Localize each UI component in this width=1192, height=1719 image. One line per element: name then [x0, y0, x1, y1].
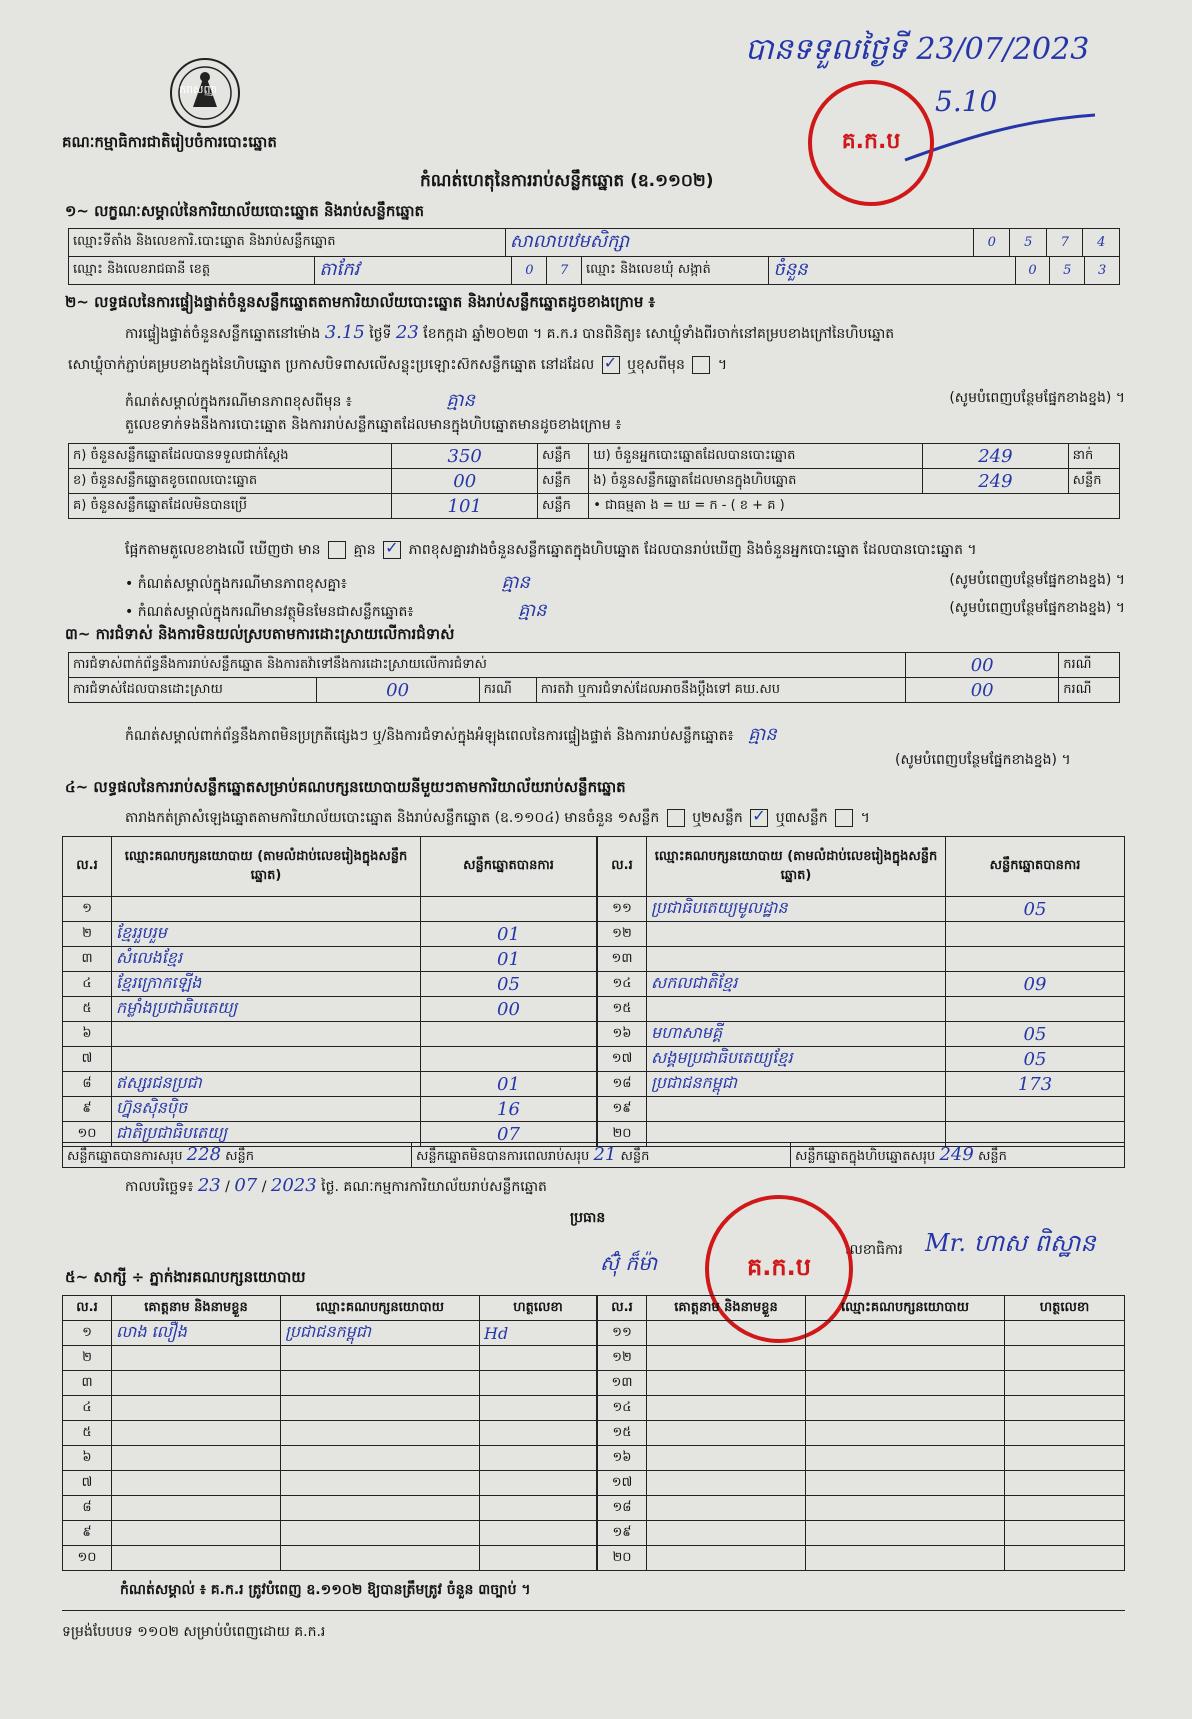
cell-no: ១០: [63, 1122, 112, 1147]
cell-party: [806, 1496, 1005, 1521]
table-row: [598, 1072, 1125, 1097]
cell-votes: 01: [421, 922, 597, 947]
cell-no: ១១: [598, 897, 647, 922]
cell-name: [647, 1446, 806, 1471]
table-row: [598, 1047, 1125, 1072]
cell-no: ១៤: [598, 972, 647, 997]
cell-party: [647, 922, 946, 947]
cell-no: ២០: [598, 1122, 647, 1147]
cell-sign: [480, 1471, 597, 1496]
cell-sign: [1005, 1396, 1125, 1421]
cell-party: ប្រជាធិបតេយ្យមូលដ្ឋាន: [647, 897, 946, 922]
s1-row1-digit: 5: [1010, 229, 1046, 257]
cell-name: [647, 1421, 806, 1446]
cell-no: ៧: [63, 1471, 112, 1496]
cell-no: ១៤: [598, 1396, 647, 1421]
cell-sign: [1005, 1521, 1125, 1546]
table-row: [598, 1022, 1125, 1047]
cell-no: ៦: [63, 1022, 112, 1047]
cell-name: [647, 1371, 806, 1396]
cell-no: ៩: [63, 1521, 112, 1546]
table-row: [598, 1471, 1125, 1496]
figure-row: ខ) ចំនួនសន្លឹកឆ្នោតខូចពេលបោះឆ្នោត 00 សន្លឹក ង) ចំនួនសន្លឹកឆ្នោតដែលមានក្នុងហិបឆ្នោត 249 សន្លឹក: [69, 469, 1120, 494]
table-row: [598, 922, 1125, 947]
cell-votes: [946, 947, 1125, 972]
s1-row1-digit: 7: [1046, 229, 1082, 257]
cell-votes: 05: [946, 1022, 1125, 1047]
cell-votes: 00: [421, 997, 597, 1022]
s2-para1: ការផ្ទៀងផ្ទាត់ចំនួនសន្លឹកឆ្នោតនៅម៉ោង 3.15 ថ្ងៃទី 23 ខែកក្កដា ឆ្នាំ២០២៣ ។ គ.ក.រ បានពិនិត្យ៖ សោឃ្លុំទាំងពីរចាក់នៅគម្របខាងក្រៅនៃហិបឆ្នោត: [125, 322, 895, 343]
cell-name: [112, 1496, 281, 1521]
section1-table: [68, 228, 1120, 257]
table-row: [598, 1371, 1125, 1396]
cell-party: [281, 1546, 480, 1571]
table-row: [63, 1546, 597, 1571]
cell-no: ១២: [598, 1346, 647, 1371]
s2-note3: • កំណត់សម្គាល់ក្នុងករណីមានវត្ថុមិនមែនជាសន្លឹកឆ្នោត៖ គ្មាន (សូមបំពេញបន្ថែមផ្នែកខាងខ្នង) ។: [125, 600, 1125, 621]
cell-party: [806, 1321, 1005, 1346]
cell-name: [647, 1321, 806, 1346]
cell-no: ១៨: [598, 1496, 647, 1521]
cell-no: ១០: [63, 1546, 112, 1571]
section2-title: ២~ លទ្ធផលនៃការផ្ទៀងផ្ទាត់ចំនួនសន្លឹកឆ្នោតតាមការិយាល័យបោះឆ្នោត និងរាប់សន្លឹកឆ្នោតដូចខាងក្រោម ៖: [65, 293, 656, 311]
cell-sign: [480, 1346, 597, 1371]
cell-no: ២០: [598, 1546, 647, 1571]
s1-row2-value-b: ចំនួន: [769, 257, 1015, 285]
table-row: [598, 1396, 1125, 1421]
footer-note: កំណត់សម្គាល់ ៖ គ.ក.រ ត្រូវបំពេញ ឧ.១១០២ ឱ្យបានត្រឹមត្រូវ ចំនួន ៣ច្បាប់ ។: [120, 1582, 531, 1598]
s2-para2: សោឃ្លុំចាក់ភ្ជាប់គម្របខាងក្នុងនៃហិបឆ្នោត ប្រកាសបិទពាសលើសន្លុះប្រឡោះស៊កសន្លឹកឆ្នោត នៅដដែល ✓ ឬខុសពីមុន ។: [68, 355, 1118, 376]
cell-votes: [421, 1047, 597, 1072]
cell-sign: [1005, 1496, 1125, 1521]
one-sheet-checkbox: [667, 809, 685, 827]
s2-note2: • កំណត់សម្គាល់ក្នុងករណីមានភាពខុសគ្នា៖ គ្មាន (សូមបំពេញបន្ថែមផ្នែកខាងខ្នង) ។: [125, 572, 1125, 593]
s1-row1-value: សាលាបឋមសិក្សា: [505, 229, 973, 257]
cell-votes: 09: [946, 972, 1125, 997]
s1-row2-value: តាកែវ: [315, 257, 512, 285]
section5-title: ៥~ សាក្សី ÷ ភ្នាក់ងារគណបក្សនយោបាយ: [65, 1268, 306, 1286]
cell-no: ១: [63, 897, 112, 922]
cell-name: [647, 1471, 806, 1496]
cell-name: [112, 1396, 281, 1421]
s4-right-table: ល.រ ឈ្មោះគណបក្សនយោបាយ (តាមលំដាប់លេខរៀងក្នុងសន្លឹកឆ្នោត) សន្លឹកឆ្នោតបានការ ១១ ប្រជាធិបតេយ្យមូលដ្ឋាន 05 ១២ ១៣ ១៤ សកលជាតិខ្មែរ 09 ១៥ ១៦ មហាសាមគ្គី 05 ១៧ សង្គមប្រជាធិបតេយ្យខ្មែរ 05 ១៨ ប្រជាជនកម្ពុជា 173 ១៩ ២០: [597, 836, 1125, 1147]
no-difference-checkbox: [383, 541, 401, 559]
section4-title: ៤~ លទ្ធផលនៃការរាប់សន្លឹកឆ្នោតសម្រាប់គណបក្សនយោបាយនីមួយៗតាមការិយាល័យរាប់សន្លឹកឆ្នោត: [65, 778, 626, 796]
table-row: [63, 1446, 597, 1471]
figure-row: គ) ចំនួនសន្លឹកឆ្នោតដែលមិនបានប្រើ 101 សន្លឹក • ជាធម្មតា ង = ឃ = ក - ( ខ + គ ): [69, 494, 1120, 519]
s3-fill-hint: (សូមបំពេញបន្ថែមផ្នែកខាងខ្នង) ។: [895, 752, 1071, 768]
s2-intro: តួលេខទាក់ទងនឹងការបោះឆ្នោត និងការរាប់សន្លឹកឆ្នោតដែលមានក្នុងហិបឆ្នោតមានដូចខាងក្រោម ៖: [125, 417, 622, 433]
cell-party: [806, 1546, 1005, 1571]
cell-no: ៨: [63, 1496, 112, 1521]
table-row: [598, 1421, 1125, 1446]
s2-compare: ផ្អែកតាមតួលេខខាងលើ ឃើញថា មាន គ្មាន ✓ ភាពខុសគ្នារវាងចំនួនសន្លឹកឆ្នោតក្នុងហិបឆ្នោត ដែលបានរាប់ឃើញ និងចំនួនអ្នកបោះឆ្នោត ដែលបានបោះឆ្នោត ។: [125, 540, 1125, 561]
cell-sign: [1005, 1446, 1125, 1471]
nec-logo-icon: តរាសញ្ញា: [165, 55, 245, 130]
unchanged-checkbox: [602, 356, 620, 374]
cell-votes: [421, 897, 597, 922]
cell-no: ២: [63, 922, 112, 947]
cell-party: [112, 1022, 421, 1047]
cell-party: [647, 947, 946, 972]
cell-party: ខ្មែរក្រោកឡើង: [112, 972, 421, 997]
table-row: [598, 1521, 1125, 1546]
cell-no: ១៧: [598, 1047, 647, 1072]
section1-table-row2: [68, 256, 1120, 285]
cell-no: ១៦: [598, 1446, 647, 1471]
cell-sign: [1005, 1346, 1125, 1371]
cell-party: [281, 1446, 480, 1471]
cell-no: ៩: [63, 1097, 112, 1122]
cell-name: [112, 1421, 281, 1446]
cell-party: [281, 1471, 480, 1496]
cell-no: ៣: [63, 947, 112, 972]
cell-party: [806, 1471, 1005, 1496]
cell-party: [806, 1421, 1005, 1446]
s1-row2-label-b: ឈ្មោះ និងលេខឃុំ សង្កាត់: [581, 257, 768, 285]
table-row: [63, 1321, 597, 1346]
table-row: [63, 1496, 597, 1521]
cell-party: [281, 1371, 480, 1396]
cell-party: [112, 1047, 421, 1072]
org-name: គណៈកម្មាធិការជាតិរៀបចំការបោះឆ្នោត: [62, 133, 277, 151]
table-row: [63, 922, 597, 947]
cell-no: ១៦: [598, 1022, 647, 1047]
table-row: [598, 947, 1125, 972]
s5-right-table: ល.រ គោត្តនាម និងនាមខ្លួន ឈ្មោះគណបក្សនយោបាយ ហត្ថលេខា ១១ ១២ ១៣ ១៤ ១៥ ១៦ ១៧ ១៨ ១៩ ២០: [597, 1295, 1125, 1571]
cell-party: ជាតិប្រជាធិបតេយ្យ: [112, 1122, 421, 1147]
chair-label: ប្រធាន: [570, 1210, 606, 1226]
cell-sign: [1005, 1421, 1125, 1446]
cell-name: [112, 1471, 281, 1496]
cell-no: ៥: [63, 1421, 112, 1446]
cell-name: [112, 1371, 281, 1396]
cell-party: ហ្វ៊ុនស៊ិនប៉ិច: [112, 1097, 421, 1122]
cell-no: ១៧: [598, 1471, 647, 1496]
cell-name: [112, 1546, 281, 1571]
table-row: [63, 1371, 597, 1396]
cell-votes: [946, 922, 1125, 947]
cell-name: [647, 1346, 806, 1371]
changed-checkbox: [692, 356, 710, 374]
cell-no: ១៩: [598, 1097, 647, 1122]
footer-divider: [62, 1610, 1125, 1611]
s4-intro: តារាងកត់ត្រាសំឡេងឆ្នោតតាមការិយាល័យបោះឆ្នោត និងរាប់សន្លឹកឆ្នោត (ឧ.១១០៤) មានចំនួន ១សន្លឹក ឬ២សន្លឹក ✓ ឬ៣សន្លឹក ។: [125, 808, 1125, 829]
table-row: [598, 1496, 1125, 1521]
cell-party: [281, 1396, 480, 1421]
table-row: [63, 972, 597, 997]
cell-name: [647, 1496, 806, 1521]
cell-no: ៤: [63, 972, 112, 997]
table-row: [63, 1047, 597, 1072]
cell-party: [806, 1521, 1005, 1546]
cell-party: [806, 1371, 1005, 1396]
cell-no: ១៥: [598, 997, 647, 1022]
cell-no: ៥: [63, 997, 112, 1022]
table-row: [598, 1346, 1125, 1371]
two-sheet-checkbox: [750, 809, 768, 827]
cell-no: ១៨: [598, 1072, 647, 1097]
red-stamp-top: គ.ក.ប: [808, 80, 934, 206]
cell-party: [806, 1396, 1005, 1421]
cell-party: ប្រជាជនកម្ពុជា: [647, 1072, 946, 1097]
table-row: [598, 1546, 1125, 1571]
table-row: [598, 1446, 1125, 1471]
cell-votes: 05: [946, 1047, 1125, 1072]
cell-party: កម្លាំងប្រជាធិបតេយ្យ: [112, 997, 421, 1022]
cell-sign: [1005, 1546, 1125, 1571]
cell-sign: [480, 1396, 597, 1421]
cell-sign: [480, 1521, 597, 1546]
s1-row2-digit-b: 3: [1085, 257, 1120, 285]
cell-sign: [480, 1446, 597, 1471]
cell-party: សកលជាតិខ្មែរ: [647, 972, 946, 997]
cell-sign: [480, 1421, 597, 1446]
cell-party: ឥស្សរជនប្រជា: [112, 1072, 421, 1097]
cell-no: ១៩: [598, 1521, 647, 1546]
table-row: [63, 947, 597, 972]
table-row: [63, 1072, 597, 1097]
cell-sign: [480, 1496, 597, 1521]
cell-votes: [946, 1097, 1125, 1122]
s1-row2-digit: 7: [547, 257, 582, 285]
cell-no: ៦: [63, 1446, 112, 1471]
s4-left-table: ល.រ ឈ្មោះគណបក្សនយោបាយ (តាមលំដាប់លេខរៀងក្នុងសន្លឹកឆ្នោត) សន្លឹកឆ្នោតបានការ ១ ២ ខ្មែររួបរួម 01 ៣ សំលេងខ្មែរ 01 ៤ ខ្មែរក្រោកឡើង 05 ៥ កម្លាំងប្រជាធិបតេយ្យ 00 ៦ ៧ ៨ ឥស្សរជនប្រជា 01 ៩ ហ្វ៊ុនស៊ិនប៉ិច 16 ១០ ជាតិប្រជាធិបតេយ្យ 07: [62, 836, 597, 1147]
table-row: [598, 997, 1125, 1022]
cell-party: [806, 1346, 1005, 1371]
chair-signature: ស៊ុំ ក៏ម៉ា: [600, 1251, 658, 1275]
table-row: [63, 1022, 597, 1047]
cell-votes: 01: [421, 947, 597, 972]
cell-party: ប្រជាជនកម្ពុជា: [281, 1321, 480, 1346]
cell-votes: 05: [421, 972, 597, 997]
s5-left-table: ល.រ គោត្តនាម និងនាមខ្លួន ឈ្មោះគណបក្សនយោបាយ ហត្ថលេខា ១ លាង លឿង ប្រជាជនកម្ពុជា Hd ២ ៣ ៤ ៥ ៦ ៧ ៨ ៩ ១០: [62, 1295, 597, 1571]
cell-no: ៣: [63, 1371, 112, 1396]
s2-figures-table: [68, 443, 1120, 519]
cell-no: ២: [63, 1346, 112, 1371]
cell-sign: [1005, 1321, 1125, 1346]
cell-no: ៧: [63, 1047, 112, 1072]
cell-name: [647, 1521, 806, 1546]
cell-votes: 16: [421, 1097, 597, 1122]
table-row: [63, 997, 597, 1022]
cell-party: សំលេងខ្មែរ: [112, 947, 421, 972]
table-row: [63, 1346, 597, 1371]
s1-row2-digit: 0: [512, 257, 547, 285]
table-row: [63, 1396, 597, 1421]
cell-name: [647, 1396, 806, 1421]
cell-party: [281, 1346, 480, 1371]
s4-totals-table: សន្លឹកឆ្នោតបានការសរុប 228 សន្លឹក សន្លឹកឆ្នោតមិនបានការពេលរាប់សរុប 21 សន្លឹក សន្លឹកឆ្នោតក្នុងហិបឆ្នោតសរុប 249 សន្លឹក: [62, 1142, 1125, 1168]
received-time: 5.10: [935, 85, 998, 118]
cell-no: ១១: [598, 1321, 647, 1346]
s2-note1: កំណត់សម្គាល់ក្នុងករណីមានភាពខុសពីមុន ៖ គ្មាន (សូមបំពេញបន្ថែមផ្នែកខាងខ្នង) ។: [125, 390, 1125, 411]
table-row: [598, 1097, 1125, 1122]
cell-votes: [421, 1022, 597, 1047]
s4-date-line: កាលបរិច្ឆេទ៖ 23 / 07 / 2023 ថ្ងៃ. គណៈកម្មការការិយាល័យរាប់សន្លឹកឆ្នោត: [125, 1175, 547, 1196]
cell-name: [112, 1446, 281, 1471]
cell-votes: 05: [946, 897, 1125, 922]
cell-party: មហាសាមគ្គី: [647, 1022, 946, 1047]
received-date: បានទទួលថ្ងៃទី 23/07/2023: [745, 32, 1090, 67]
cell-party: [647, 997, 946, 1022]
table-row: [598, 972, 1125, 997]
red-stamp-bottom: គ.ក.ប: [705, 1195, 853, 1343]
cell-party: [647, 1097, 946, 1122]
cell-sign: [480, 1546, 597, 1571]
cell-no: ១៣: [598, 1371, 647, 1396]
table-row: [63, 1471, 597, 1496]
cell-no: ៤: [63, 1396, 112, 1421]
cell-votes: 07: [421, 1122, 597, 1147]
cell-name: [647, 1546, 806, 1571]
s1-row2-label: ឈ្មោះ និងលេខរាជធានី ខេត្ត: [69, 257, 315, 285]
cell-name: [112, 1346, 281, 1371]
cell-party: [281, 1496, 480, 1521]
s1-row2-digit-b: 5: [1050, 257, 1085, 285]
s3-table: ការជំទាស់ពាក់ព័ន្ធនឹងការរាប់សន្លឹកឆ្នោត និងការតវ៉ាទៅនឹងការដោះស្រាយលើការជំទាស់ 00 ករណី ការជំទាស់ដែលបានដោះស្រាយ 00 ករណី ការតវ៉ា ឬការជំទាស់ដែលអាចនឹងប្តឹងទៅ គឃ.សប 00 ករណី: [68, 652, 1120, 703]
figure-row: ក) ចំនួនសន្លឹកឆ្នោតដែលបានទទួលជាក់ស្តែង 350 សន្លឹក ឃ) ចំនួនអ្នកបោះឆ្នោតដែលបានបោះឆ្នោត 249 នាក់: [69, 444, 1120, 469]
table-row: [63, 897, 597, 922]
has-difference-checkbox: [328, 541, 346, 559]
cell-sign: [480, 1371, 597, 1396]
cell-sign: Hd: [480, 1321, 597, 1346]
cell-name: លាង លឿង: [112, 1321, 281, 1346]
cell-no: ១: [63, 1321, 112, 1346]
cell-party: សង្គមប្រជាធិបតេយ្យខ្មែរ: [647, 1047, 946, 1072]
table-row: [598, 897, 1125, 922]
table-row: [63, 1097, 597, 1122]
cell-votes: 01: [421, 1072, 597, 1097]
cell-party: [806, 1446, 1005, 1471]
form-title: កំណត់ហេតុនៃការរាប់សន្លឹកឆ្នោត (ឧ.១១០២): [420, 171, 714, 191]
cell-no: ៨: [63, 1072, 112, 1097]
secretary-label: លេខាធិការ: [845, 1242, 903, 1258]
section1-title: ១~ លក្ខណៈសម្គាល់នៃការិយាល័យបោះឆ្នោត និងរាប់សន្លឹកឆ្នោត: [65, 202, 425, 220]
cell-no: ១៥: [598, 1421, 647, 1446]
section3-title: ៣~ ការជំទាស់ និងការមិនយល់ស្របតាមការដោះស្រាយលើការជំទាស់: [65, 625, 455, 643]
table-row: [63, 1421, 597, 1446]
s1-row1-label: ឈ្មោះទីតាំង និងលេខការិ.បោះឆ្នោត និងរាប់សន្លឹកឆ្នោត: [69, 229, 506, 257]
cell-name: [112, 1521, 281, 1546]
s3-note: កំណត់សម្គាល់ពាក់ព័ន្ធនឹងភាពមិនប្រក្រតីផ្សេងៗ ឬ/និងការជំទាស់ក្នុងអំឡុងពេលនៃការផ្ទៀងផ្ទាត់ និងការរាប់សន្លឹកឆ្នោត៖ គ្មាន: [125, 724, 777, 745]
cell-sign: [1005, 1471, 1125, 1496]
cell-sign: [1005, 1371, 1125, 1396]
footer-form-note: ទម្រង់បែបបទ ១១០២ សម្រាប់បំពេញដោយ គ.ក.រ: [62, 1624, 326, 1640]
cell-party: [112, 897, 421, 922]
cell-votes: 173: [946, 1072, 1125, 1097]
cell-party: [281, 1421, 480, 1446]
table-row: [598, 1321, 1125, 1346]
secretary-signature: Mr. ហាស ពិស្ឋាន: [925, 1229, 1096, 1257]
table-row: [63, 1521, 597, 1546]
cell-party: [281, 1521, 480, 1546]
cell-no: ១៣: [598, 947, 647, 972]
s1-row1-digit: 4: [1083, 229, 1120, 257]
cell-votes: [946, 997, 1125, 1022]
cell-no: ១២: [598, 922, 647, 947]
s1-row2-digit-b: 0: [1015, 257, 1050, 285]
three-sheet-checkbox: [835, 809, 853, 827]
s1-row1-digit: 0: [974, 229, 1010, 257]
cell-party: ខ្មែររួបរួម: [112, 922, 421, 947]
